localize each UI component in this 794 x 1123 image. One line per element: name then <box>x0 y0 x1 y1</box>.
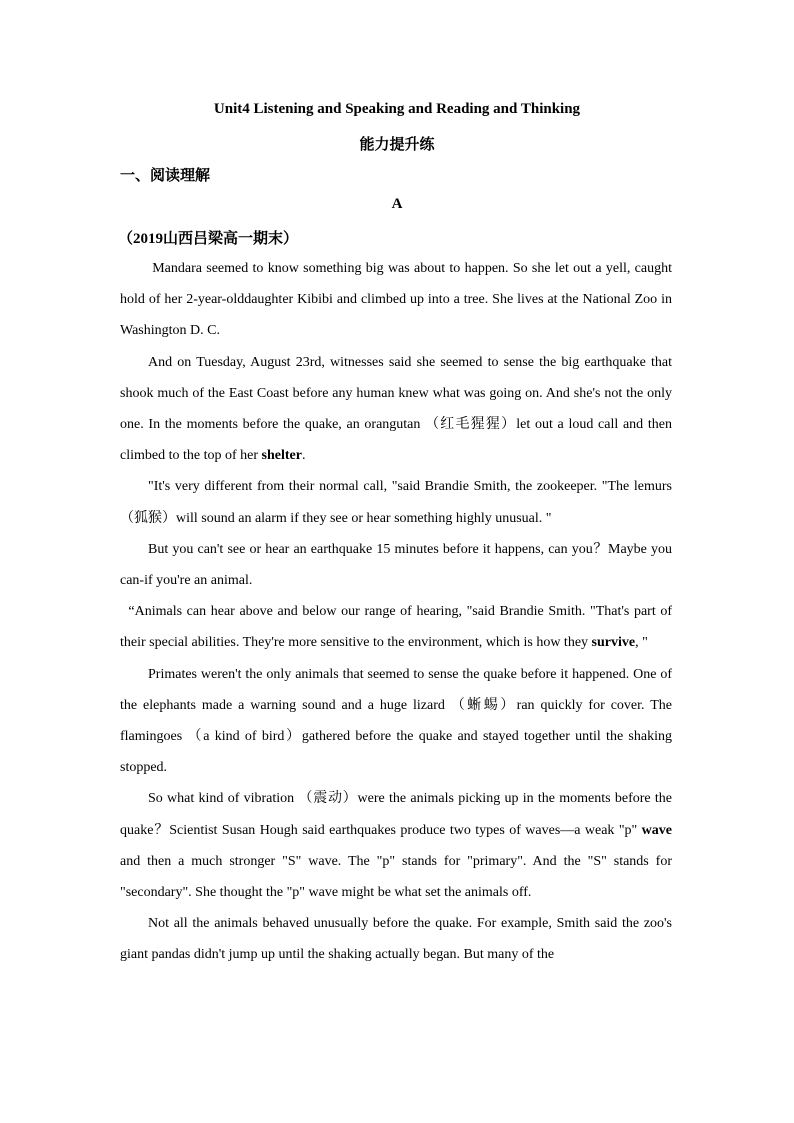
paragraph-7-end: and then a much stronger "S" wave. The "p" stands for "primary". And the "S" stands for "secondary". She thought the "p" wave might be what set the animals off. <box>120 853 672 901</box>
reading-passage <box>120 253 672 971</box>
paragraph-7-text: So what kind of vibration （震动）were the animals picking up in the moments before the quake？Scientist Susan Hough said earthquakes produce two types of waves—a weak "p" <box>120 791 672 838</box>
paragraph-5-text: “Animals can hear above and below our range of hearing, "said Brandie Smith. "That's part of their special abilities. They're more sensitive to the environment, which is how they <box>120 604 672 651</box>
paragraph-2-text: And on Tuesday, August 23rd, witnesses said she seemed to sense the big earthquake that shook much of the East Coast before any human knew what was going on. And she's not the only one. In the moments before the quake, an orangutan （红毛猩猩）let out a loud call and then climbed to the top of her <box>120 354 672 464</box>
document-subtitle: 能力提升练 <box>359 137 435 153</box>
paragraph-5 <box>120 596 672 658</box>
paragraph-4: But you can't see or hear an earthquake 15 minutes before it happens, can you？Maybe you can-if you're an animal. <box>120 541 672 589</box>
paragraph-2 <box>120 347 672 472</box>
source-label: （2019山西吕梁高一期末） <box>118 231 299 247</box>
paragraph-5-end: , " <box>635 635 648 651</box>
paragraph-3: "It's very different from their normal call, "said Brandie Smith, the zookeeper. "The lemurs （狐猴）will sound an alarm if they see or hear something highly unusual. " <box>120 479 672 526</box>
bold-word-wave: wave <box>641 822 672 838</box>
paragraph-6: Primates weren't the only animals that seemed to sense the quake before it happened. One of the elephants made a warning sound and a huge lizard （蜥蜴）ran quickly for cover. The flamingoes （a kind of bird）gathered before the quake and stayed together until the shaking stopped. <box>120 666 672 776</box>
document-title: Unit4 Listening and Speaking and Reading and Thinking <box>213 101 581 117</box>
paragraph-8: Not all the animals behaved unusually before the quake. For example, Smith said the zoo's giant pandas didn't jump up until the shaking actually began. But many of the <box>120 916 672 963</box>
paragraph-1: Mandara seemed to know something big was about to happen. So she let out a yell, caught hold of her 2-year-olddaughter Kibibi and climbed up into a tree. She lives at the National Zoo in Washington D. C. <box>120 261 672 339</box>
section-heading: 一、阅读理解 <box>120 168 211 184</box>
bold-word-survive: survive <box>591 635 636 651</box>
paragraph-2-end: . <box>301 448 306 464</box>
part-label: A <box>391 196 403 212</box>
bold-word-shelter: shelter <box>261 448 302 464</box>
paragraph-7 <box>120 783 672 908</box>
